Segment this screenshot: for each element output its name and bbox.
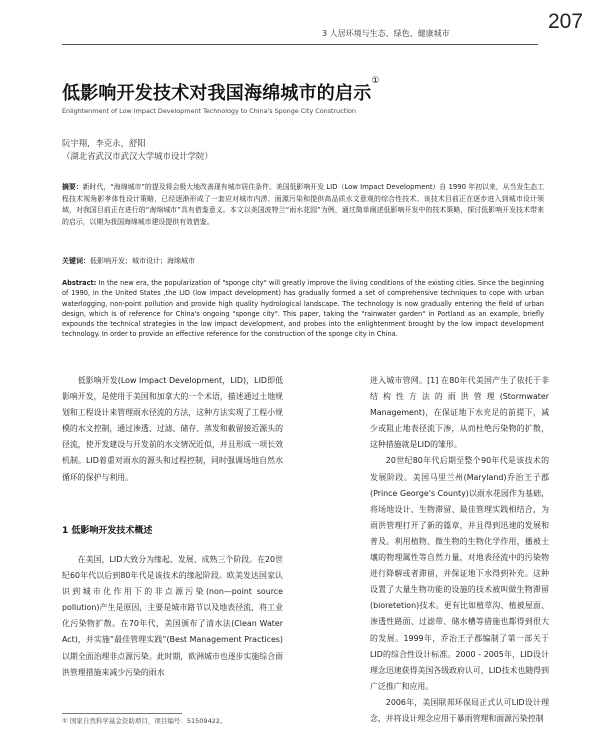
authors: 阮宇翔，李克永，舒阳 — [62, 138, 146, 148]
title-footnote-marker: ① — [371, 76, 380, 86]
abstract-chinese-text: 新时代，“海绵城市”的提及将会极大地改善现有城市居住条件。美国低影响开发 LID（Low Impact Development）自 1990 年初以来，从当发生态工程技术视角影孝体性设计策略，已经逐渐形成了一套应对城市内涝、面源污染和提供高品质水文意观的综合性技术。该技术目前正在逐步进入到城市设计领域，对我国目前正在进行的“海绵城市”具有借鉴意义。本文以美国波特兰“雨水花园”为例，通过简单阐述低影响开发中的技术策略，探讨低影响开发技术带来的启示，以期为我国海绵城市建设提供有效借鉴。 — [62, 183, 545, 226]
abstract-english — [62, 278, 544, 340]
page-number: 207 — [548, 10, 584, 33]
intro-paragraph: 低影响开发(Low Impact Development，LID)，LID即低影响开发，是使用于美国和加拿大的一个术语，描述通过土地规划和工程设计来管理雨水径流的方法，这种方法实现了工程小规模的水文控制，通过渗透、过滤、储存、蒸发和截留接近源头的径流，使开发建设与开发前的水文情况近似，并且形成一项长效机制。LID着重对雨水的源头和过程控制，同时强调场地自然水循环的保护与利用。 — [62, 376, 283, 482]
section-heading: 1 低影响开发技术概述 — [62, 526, 153, 536]
right-paragraph-2: 20世纪80年代后期至整个90年代是该技术的发展阶段。美国马里兰州(Maryland)乔治王子郡(Prince George's County)以雨水花园作为基础，将场地设计、生物滞留、最佳管理实践相结合，为雨洪管理打开了新的篇章，并且得到迅速的发展和普及。利用植物、微生物的生物化学作用，播被土壤的物理属性等自然力量，对地表径流中的污染物进行降解或者滞留，并保证地下水得到补充。这种设置了大量生物功能的设施的技术被叫做生物滞留(bioretetion)技术。更有比如植草沟、植被屋面、渗透性路面、过滤带、储水槽等措施也都得到很大的发展。1999年，乔治王子郡编制了第一部关于LID的综合性设计标准。2000 - 2005年，LID设计理念迅速获得美国各级政府认可，LID技术也随得到广泛推广和应用。 — [370, 456, 549, 691]
abstract-english-label: Abstract: — [62, 279, 97, 287]
keywords-text: 低影响开发；城市设计；海绵城市 — [90, 257, 195, 265]
right-paragraph-3: 2006年，美国联邦环保局正式认可LID设计理念，并将设计理念应用于暴雨管理和面源污染控制 — [370, 697, 549, 723]
body-left-intro — [62, 373, 283, 486]
running-header: 3 人居环境与生态、绿色、健康城市 — [322, 29, 450, 38]
footnote-rule — [62, 713, 182, 714]
paper-title — [62, 76, 380, 105]
keywords-chinese — [62, 256, 195, 266]
body-left-section — [62, 552, 283, 681]
footnote: ① 国家自然科学基金资助项目，项目编号：51509422。 — [62, 717, 227, 725]
paper-title-text: 低影响开发技术对我国海绵城市的启示 — [62, 83, 372, 104]
keywords-label: 关键词： — [62, 257, 90, 265]
right-paragraph-1: 进入城市管网。[1] 在80年代美国产生了依托于非结构性方法的雨洪管理(Stormwater Management)，在保证地下水充足的前提下，减少或阻止地表径流下渗，从而杜绝污染物的扩散，这种措施就是LID的雏形。 — [370, 376, 549, 450]
body-right-column — [370, 373, 549, 727]
header-rule — [62, 44, 538, 45]
abstract-chinese — [62, 182, 544, 228]
paper-title-english: Enlightenment of Low Impact Development Technology to China's Sponge City Construction — [62, 107, 356, 115]
section-paragraph: 在美国，LID大致分为缘起、发展、成熟三个阶段。在20世纪60年代以后到80年代是该技术的缘起阶段。欧美发达国家认识到城市化作用下的非点源污染(non—point source pollution)产生是原因，主要是城市路节以及地表径流，将工业化污染物扩散。在70年代，美国颁布了清水法(Clean Water Act)，并实施“最佳管理实践”(Best Management Practices)以期全面治理非点源污染。此时期，欧洲城市也逐步实施综合雨洪管理措施来减少污染的雨水 — [62, 555, 283, 677]
abstract-chinese-label: 摘要： — [62, 183, 83, 191]
abstract-english-text: In the new era, the popularization of "sponge city" will greatly improve the living conditions of the existing cities. Since the beginning of 1990, in the United States ,the LID (low impact development) has gradually formed a set of comprehensive techniques to cope with urban waterlogging, non-point pollution and provide high quality hydrological landscape. The technology is now gradually entering the field of urban design, which is of reference for China's ongoing "sponge city". This paper, taking the "rainwater garden" in Portland as an example, briefly expounds the technical strategies in the low impact development, and probes into the enlightenment brought by the low impact development technology. In order to provide an effective reference for the construction of the sponge city in China. — [62, 279, 544, 339]
affiliation: （湖北省武汉市武汉大学城市设计学院） — [62, 151, 213, 161]
